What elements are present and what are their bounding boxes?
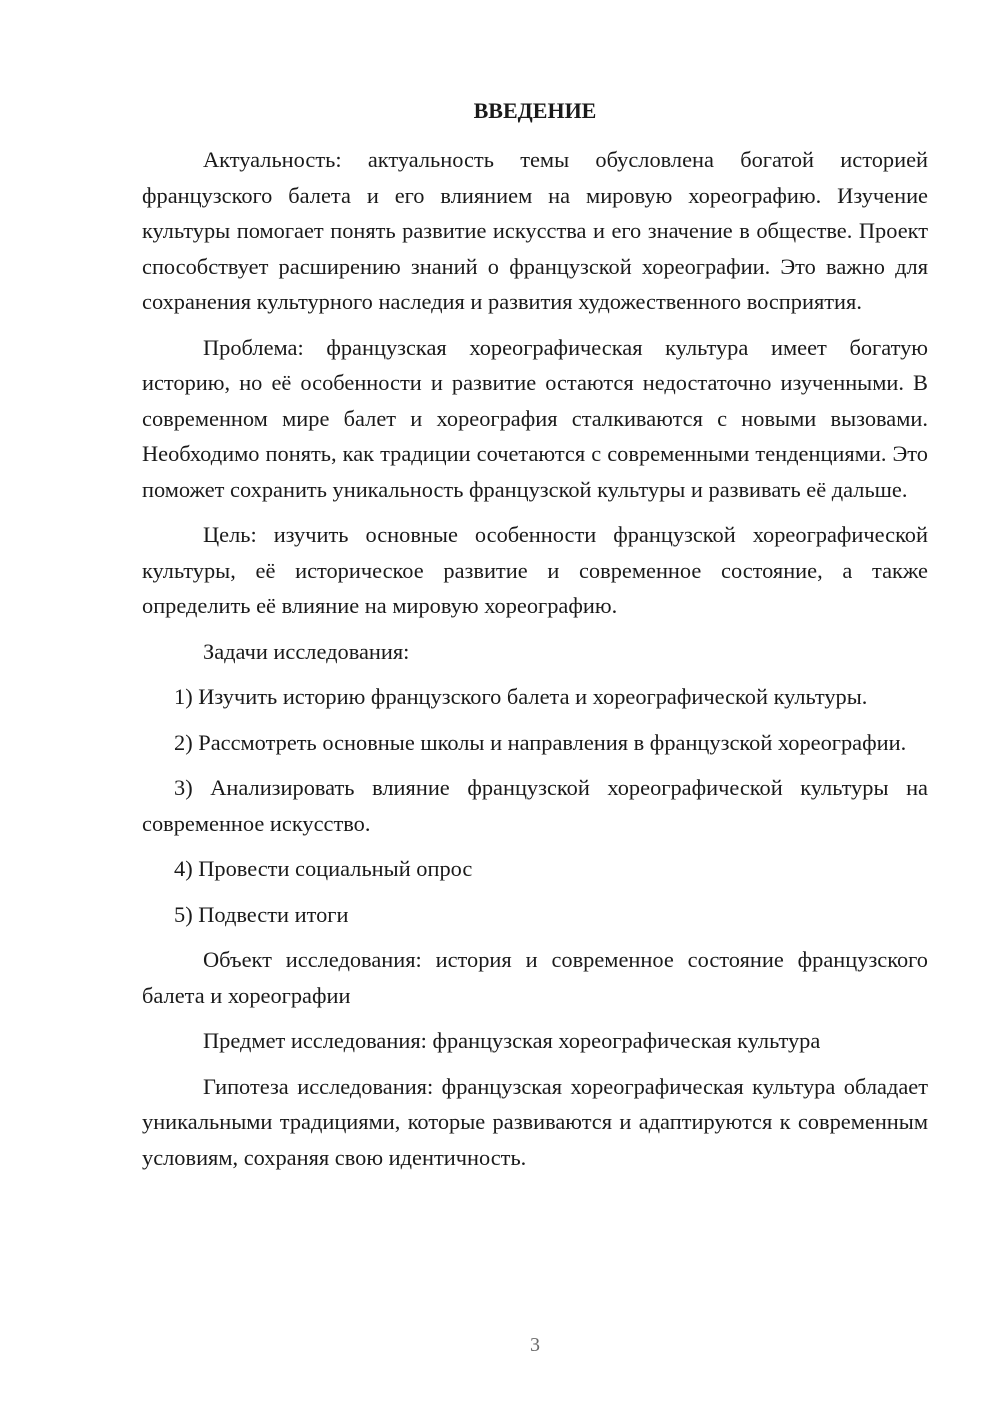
task-item-4: 4) Провести социальный опрос (174, 856, 473, 881)
document-body (142, 142, 928, 1185)
task-item-3: 3) Анализировать влияние французской хореографической культуры на современное искусство. (142, 775, 928, 836)
paragraph-subject: Предмет исследования: французская хореографическая культура (203, 1028, 821, 1053)
paragraph-hypothesis: Гипотеза исследования: французская хореографическая культура обладает уникальными традициями, которые развиваются и адаптируются к современным условиям, сохраняя свою идентичность. (142, 1073, 928, 1170)
paragraph-relevance: Актуальность: актуальность темы обусловлена богатой историей французского балета и его влиянием на мировую хореографию. Изучение культуры помогает понять развитие искусства и его значение в обществе. Проект способствует расширению знаний о французской хореографии. Это важно для сохранения культурного наследия и развития художественного восприятия. (142, 147, 928, 314)
tasks-title: Задачи исследования: (203, 638, 410, 664)
page-title: ВВЕДЕНИЕ (473, 98, 597, 123)
paragraph-problem: Проблема: французская хореографическая культура имеет богатую историю, но её особенности и развитие остаются недостаточно изученными. В современном мире балет и хореография сталкиваются с новыми вызовами. Необходимо понять, как традиции сочетаются с современными тенденциями. Это поможет сохранить уникальность французской культуры и развивать её дальше. (142, 334, 928, 502)
task-item-1: 1) Изучить историю французского балета и хореографической культуры. (174, 684, 868, 709)
paragraph-goal: Цель: изучить основные особенности французской хореографической культуры, её историческое развитие и современное состояние, а также определить её влияние на мировую хореографию. (142, 522, 928, 618)
task-item-5: 5) Подвести итоги (174, 901, 349, 927)
paragraph-object: Объект исследования: история и современное состояние французского балета и хореографии (142, 947, 928, 1008)
task-item-2: 2) Рассмотреть основные школы и направления в французской хореографии. (174, 729, 907, 755)
page-number: 3 (530, 1334, 540, 1356)
